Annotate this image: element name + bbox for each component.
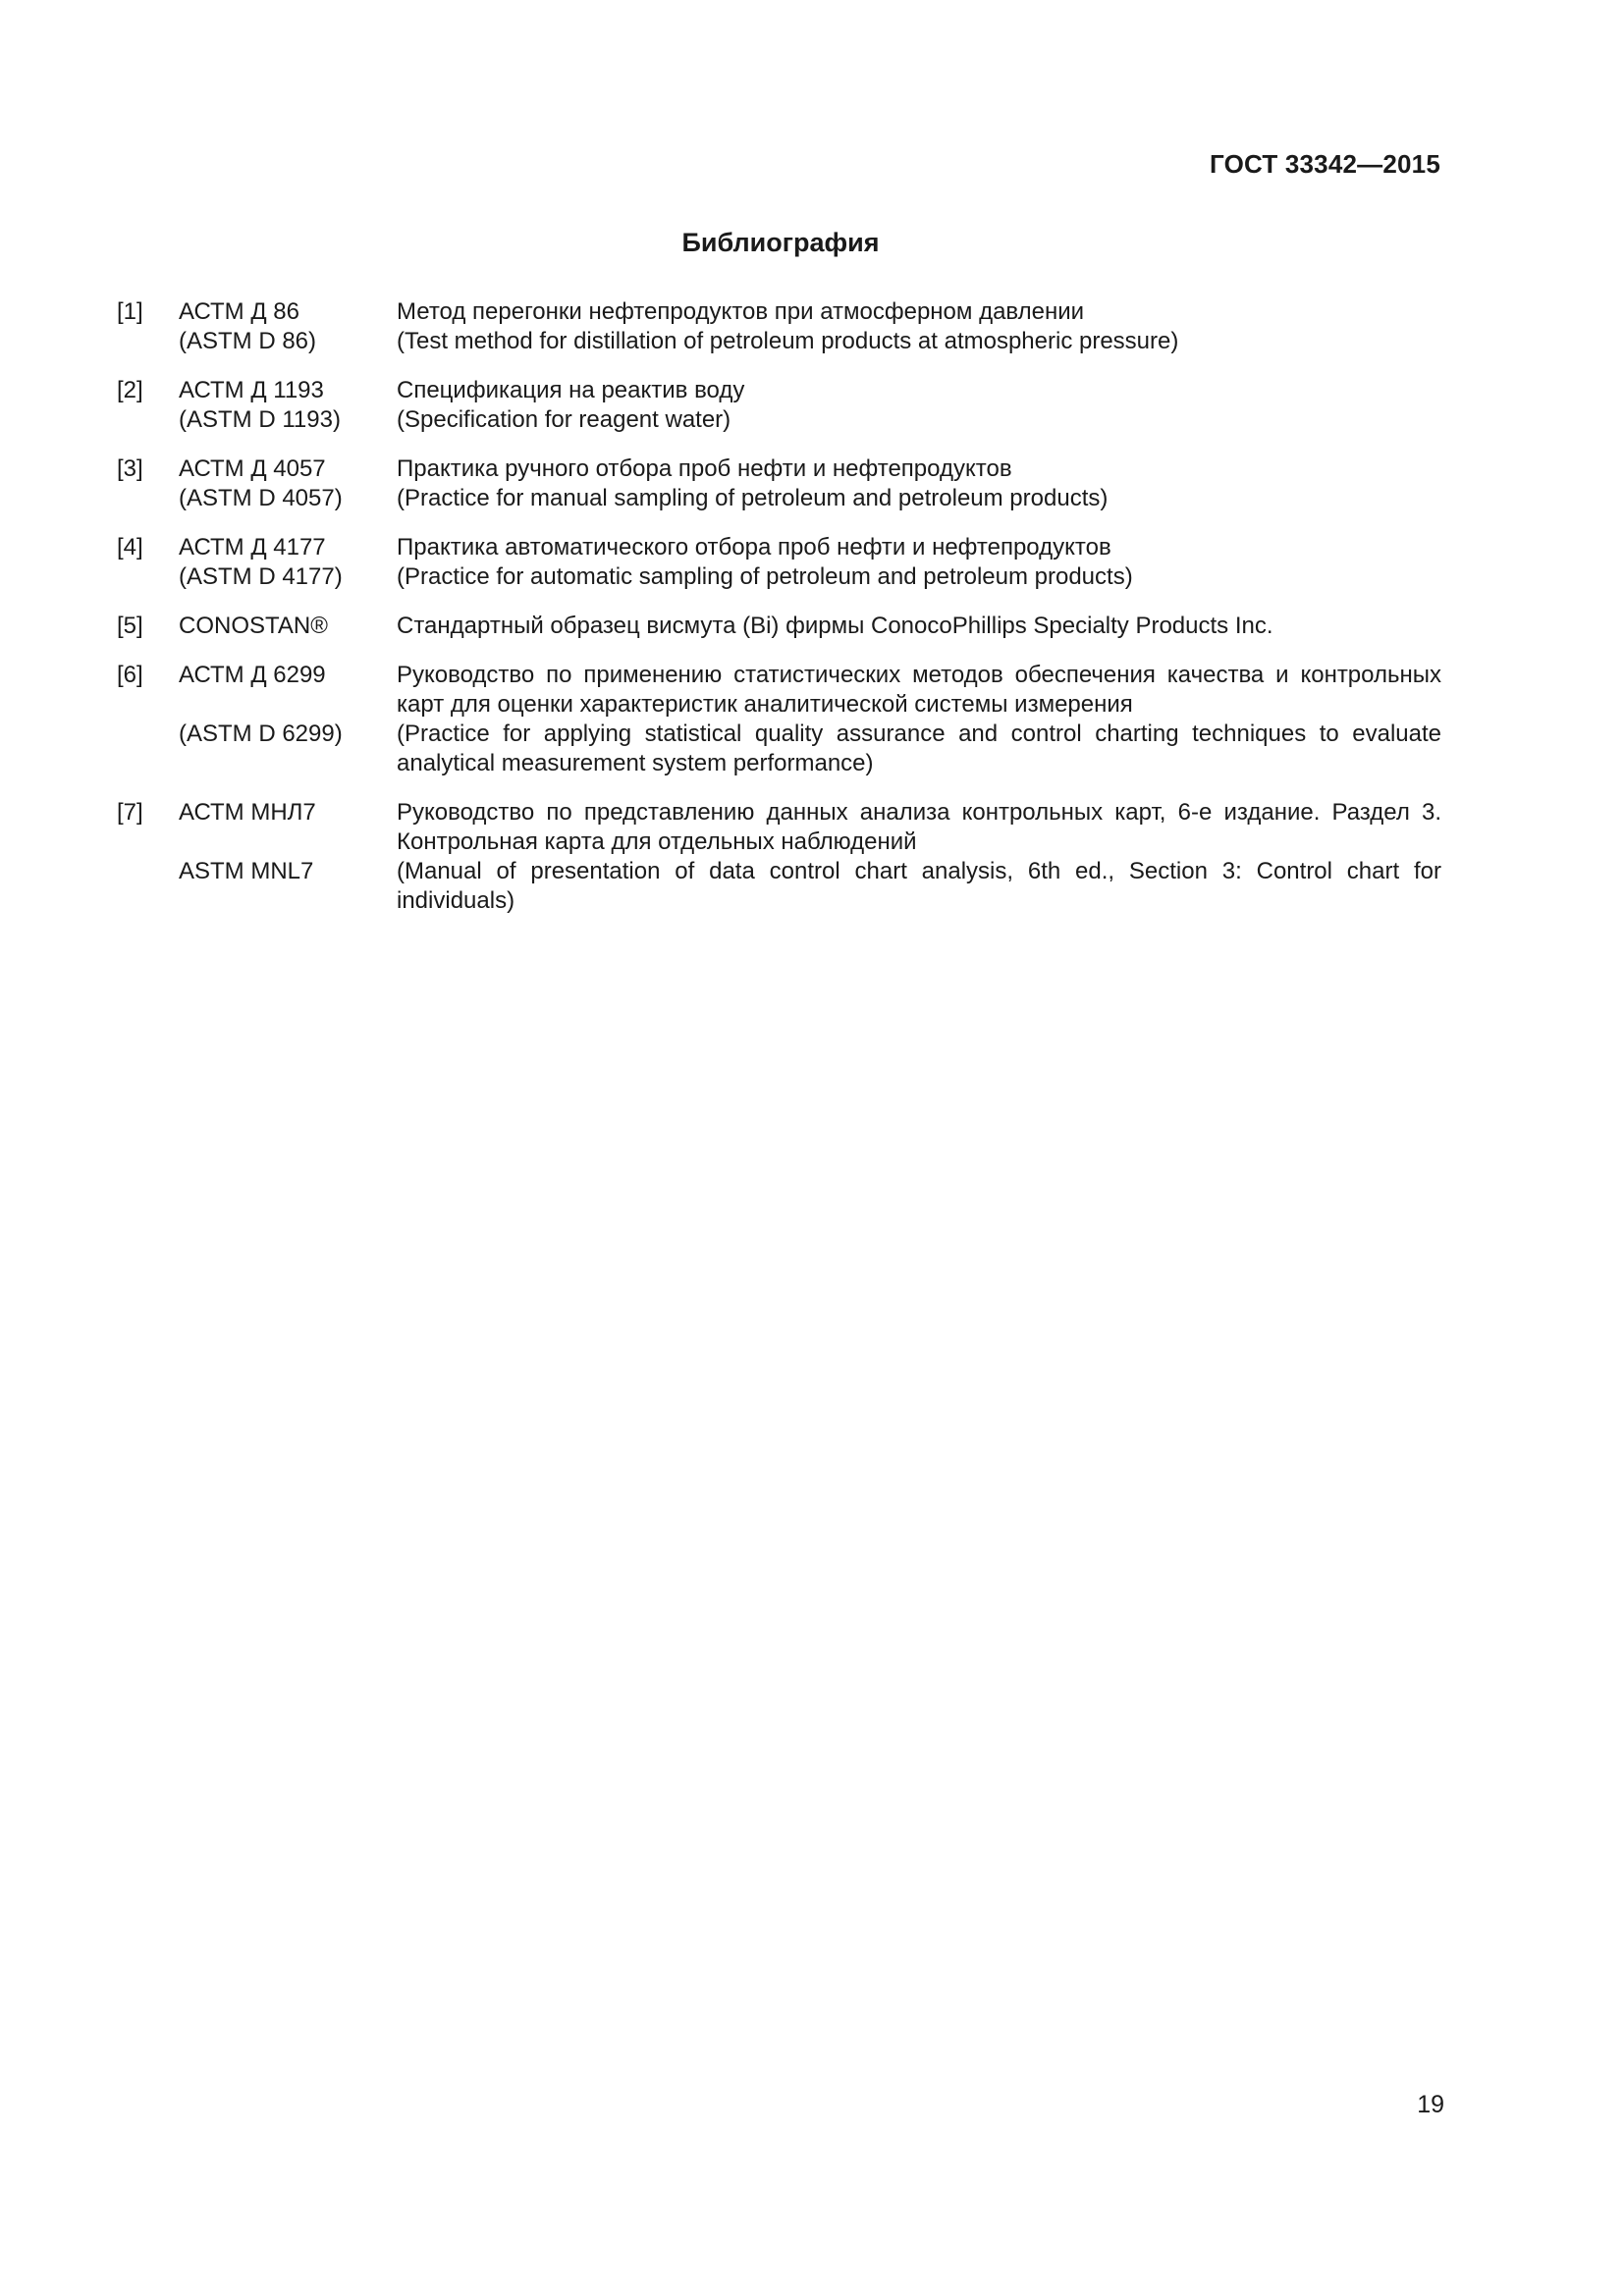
entry-description: Руководство по представлению данных анализа контрольных карт, 6-е издание. Раздел 3. Контрольная карта для отдельных наблюдений: [397, 799, 1441, 855]
entry-code: CONOSTAN®: [179, 613, 328, 639]
bibliography-entry: [117, 376, 1441, 435]
bibliography-entry: [117, 798, 1441, 916]
entry-number-spacer: [117, 562, 179, 592]
entry-code: (ASTM D 4057): [179, 485, 343, 511]
entry-description: Практика автоматического отбора проб нефти и нефтепродуктов: [397, 534, 1111, 561]
entry-code: (ASTM D 4177): [179, 563, 343, 590]
bibliography-entry: [117, 612, 1441, 641]
entry-description: Руководство по применению статистических методов обеспечения качества и контрольных карт для оценки характеристик аналитической системы измерения: [397, 662, 1441, 718]
bibliography-entry: [117, 454, 1441, 513]
entry-line: [117, 562, 1441, 592]
bibliography-list: [117, 297, 1441, 935]
entry-number: [3]: [117, 455, 143, 482]
document-code: ГОСТ 33342—2015: [1210, 149, 1440, 179]
entry-code: (ASTM D 6299): [179, 721, 343, 747]
entry-code: АСТМ МНЛ7: [179, 799, 316, 826]
entry-description: Метод перегонки нефтепродуктов при атмосферном давлении: [397, 298, 1085, 325]
entry-description: Спецификация на реактив воду: [397, 377, 745, 403]
entry-code: АСТМ Д 4177: [179, 534, 326, 561]
entry-line: [117, 376, 1441, 405]
entry-code: ASTM MNL7: [179, 858, 314, 884]
entry-number: [5]: [117, 613, 143, 639]
entry-description: (Manual of presentation of data control chart analysis, 6th ed., Section 3: Control chart for individuals): [397, 858, 1441, 914]
entry-line: [117, 612, 1441, 641]
entry-code: АСТМ Д 6299: [179, 662, 326, 688]
entry-number: [7]: [117, 799, 143, 826]
entry-description: (Test method for distillation of petroleum products at atmospheric pressure): [397, 328, 1179, 354]
page-number: 19: [1417, 2091, 1444, 2118]
entry-code: (ASTM D 86): [179, 328, 317, 354]
entry-line: [117, 661, 1441, 720]
entry-line: [117, 720, 1441, 778]
entry-number: [2]: [117, 377, 143, 403]
entry-description: (Specification for reagent water): [397, 406, 731, 433]
entry-line: [117, 857, 1441, 916]
entry-line: [117, 533, 1441, 562]
entry-number: [1]: [117, 298, 143, 325]
entry-code: АСТМ Д 1193: [179, 377, 324, 403]
entry-line: [117, 454, 1441, 484]
entry-description: (Practice for automatic sampling of petroleum and petroleum products): [397, 563, 1133, 590]
entry-number-spacer: [117, 720, 179, 778]
page-title: Библиография: [681, 228, 880, 257]
entry-description: (Practice for applying statistical quality assurance and control charting techniques to evaluate analytical measurement system performance): [397, 721, 1441, 776]
entry-number: [4]: [117, 534, 143, 561]
bibliography-entry: [117, 297, 1441, 356]
entry-code: АСТМ Д 86: [179, 298, 299, 325]
entry-description: Стандартный образец висмута (Bi) фирмы ConocoPhillips Specialty Products Inc.: [397, 613, 1273, 639]
entry-code: (ASTM D 1193): [179, 406, 341, 433]
entry-description: Практика ручного отбора проб нефти и нефтепродуктов: [397, 455, 1012, 482]
entry-number-spacer: [117, 857, 179, 916]
entry-code: АСТМ Д 4057: [179, 455, 326, 482]
entry-number-spacer: [117, 327, 179, 356]
entry-description: (Practice for manual sampling of petroleum and petroleum products): [397, 485, 1109, 511]
entry-number-spacer: [117, 484, 179, 513]
entry-line: [117, 405, 1441, 435]
entry-line: [117, 798, 1441, 857]
entry-line: [117, 327, 1441, 356]
entry-line: [117, 297, 1441, 327]
entry-number: [6]: [117, 662, 143, 688]
bibliography-entry: [117, 661, 1441, 778]
entry-number-spacer: [117, 405, 179, 435]
entry-line: [117, 484, 1441, 513]
bibliography-entry: [117, 533, 1441, 592]
